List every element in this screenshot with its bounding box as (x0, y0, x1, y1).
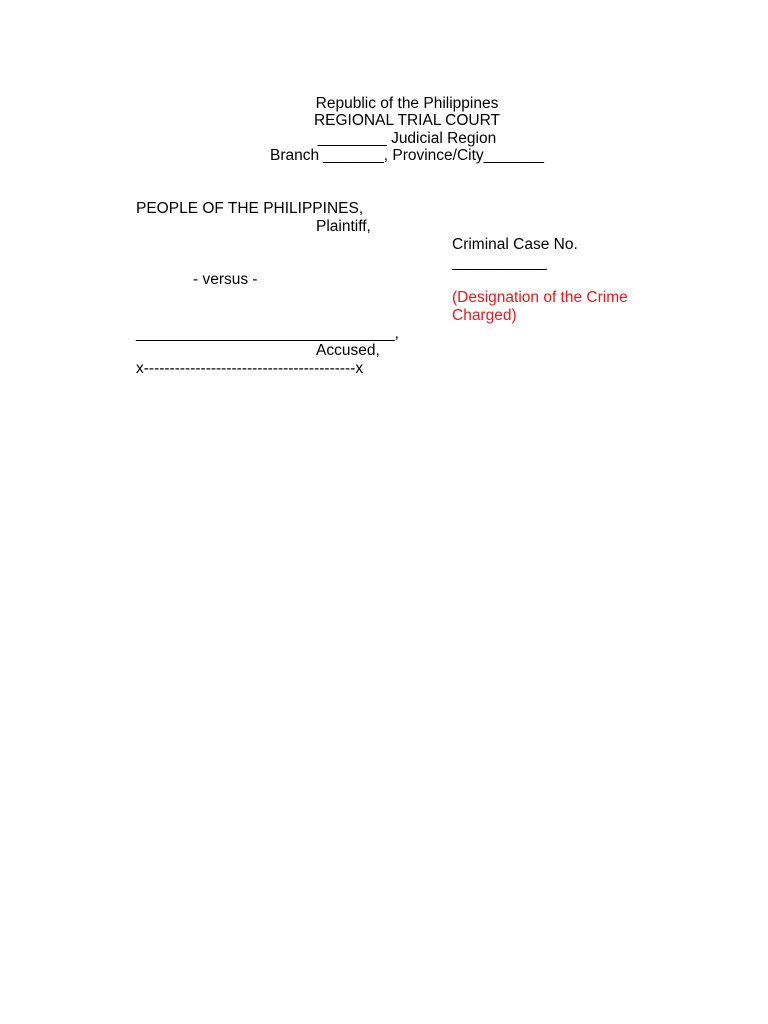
crime-designation-line1: (Designation of the Crime (452, 289, 628, 306)
case-number-label: Criminal Case No. (452, 236, 578, 253)
header-branch: Branch _______, Province/City_______ (269, 147, 545, 164)
header-republic: Republic of the Philippines (315, 95, 499, 112)
versus-label: - versus - (193, 271, 258, 288)
crime-designation-line2: Charged) (452, 307, 517, 324)
caption-closing-line: x-----------------------------------------x (136, 360, 364, 377)
accused-label: Accused, (316, 342, 380, 359)
plaintiff-name: PEOPLE OF THE PHILIPPINES, (136, 200, 364, 217)
header-region: ________ Judicial Region (317, 130, 497, 147)
header-court: REGIONAL TRIAL COURT (313, 112, 501, 129)
case-number-blank: ___________ (452, 254, 547, 271)
plaintiff-label: Plaintiff, (316, 218, 371, 235)
accused-blank: ______________________________, (136, 325, 399, 342)
